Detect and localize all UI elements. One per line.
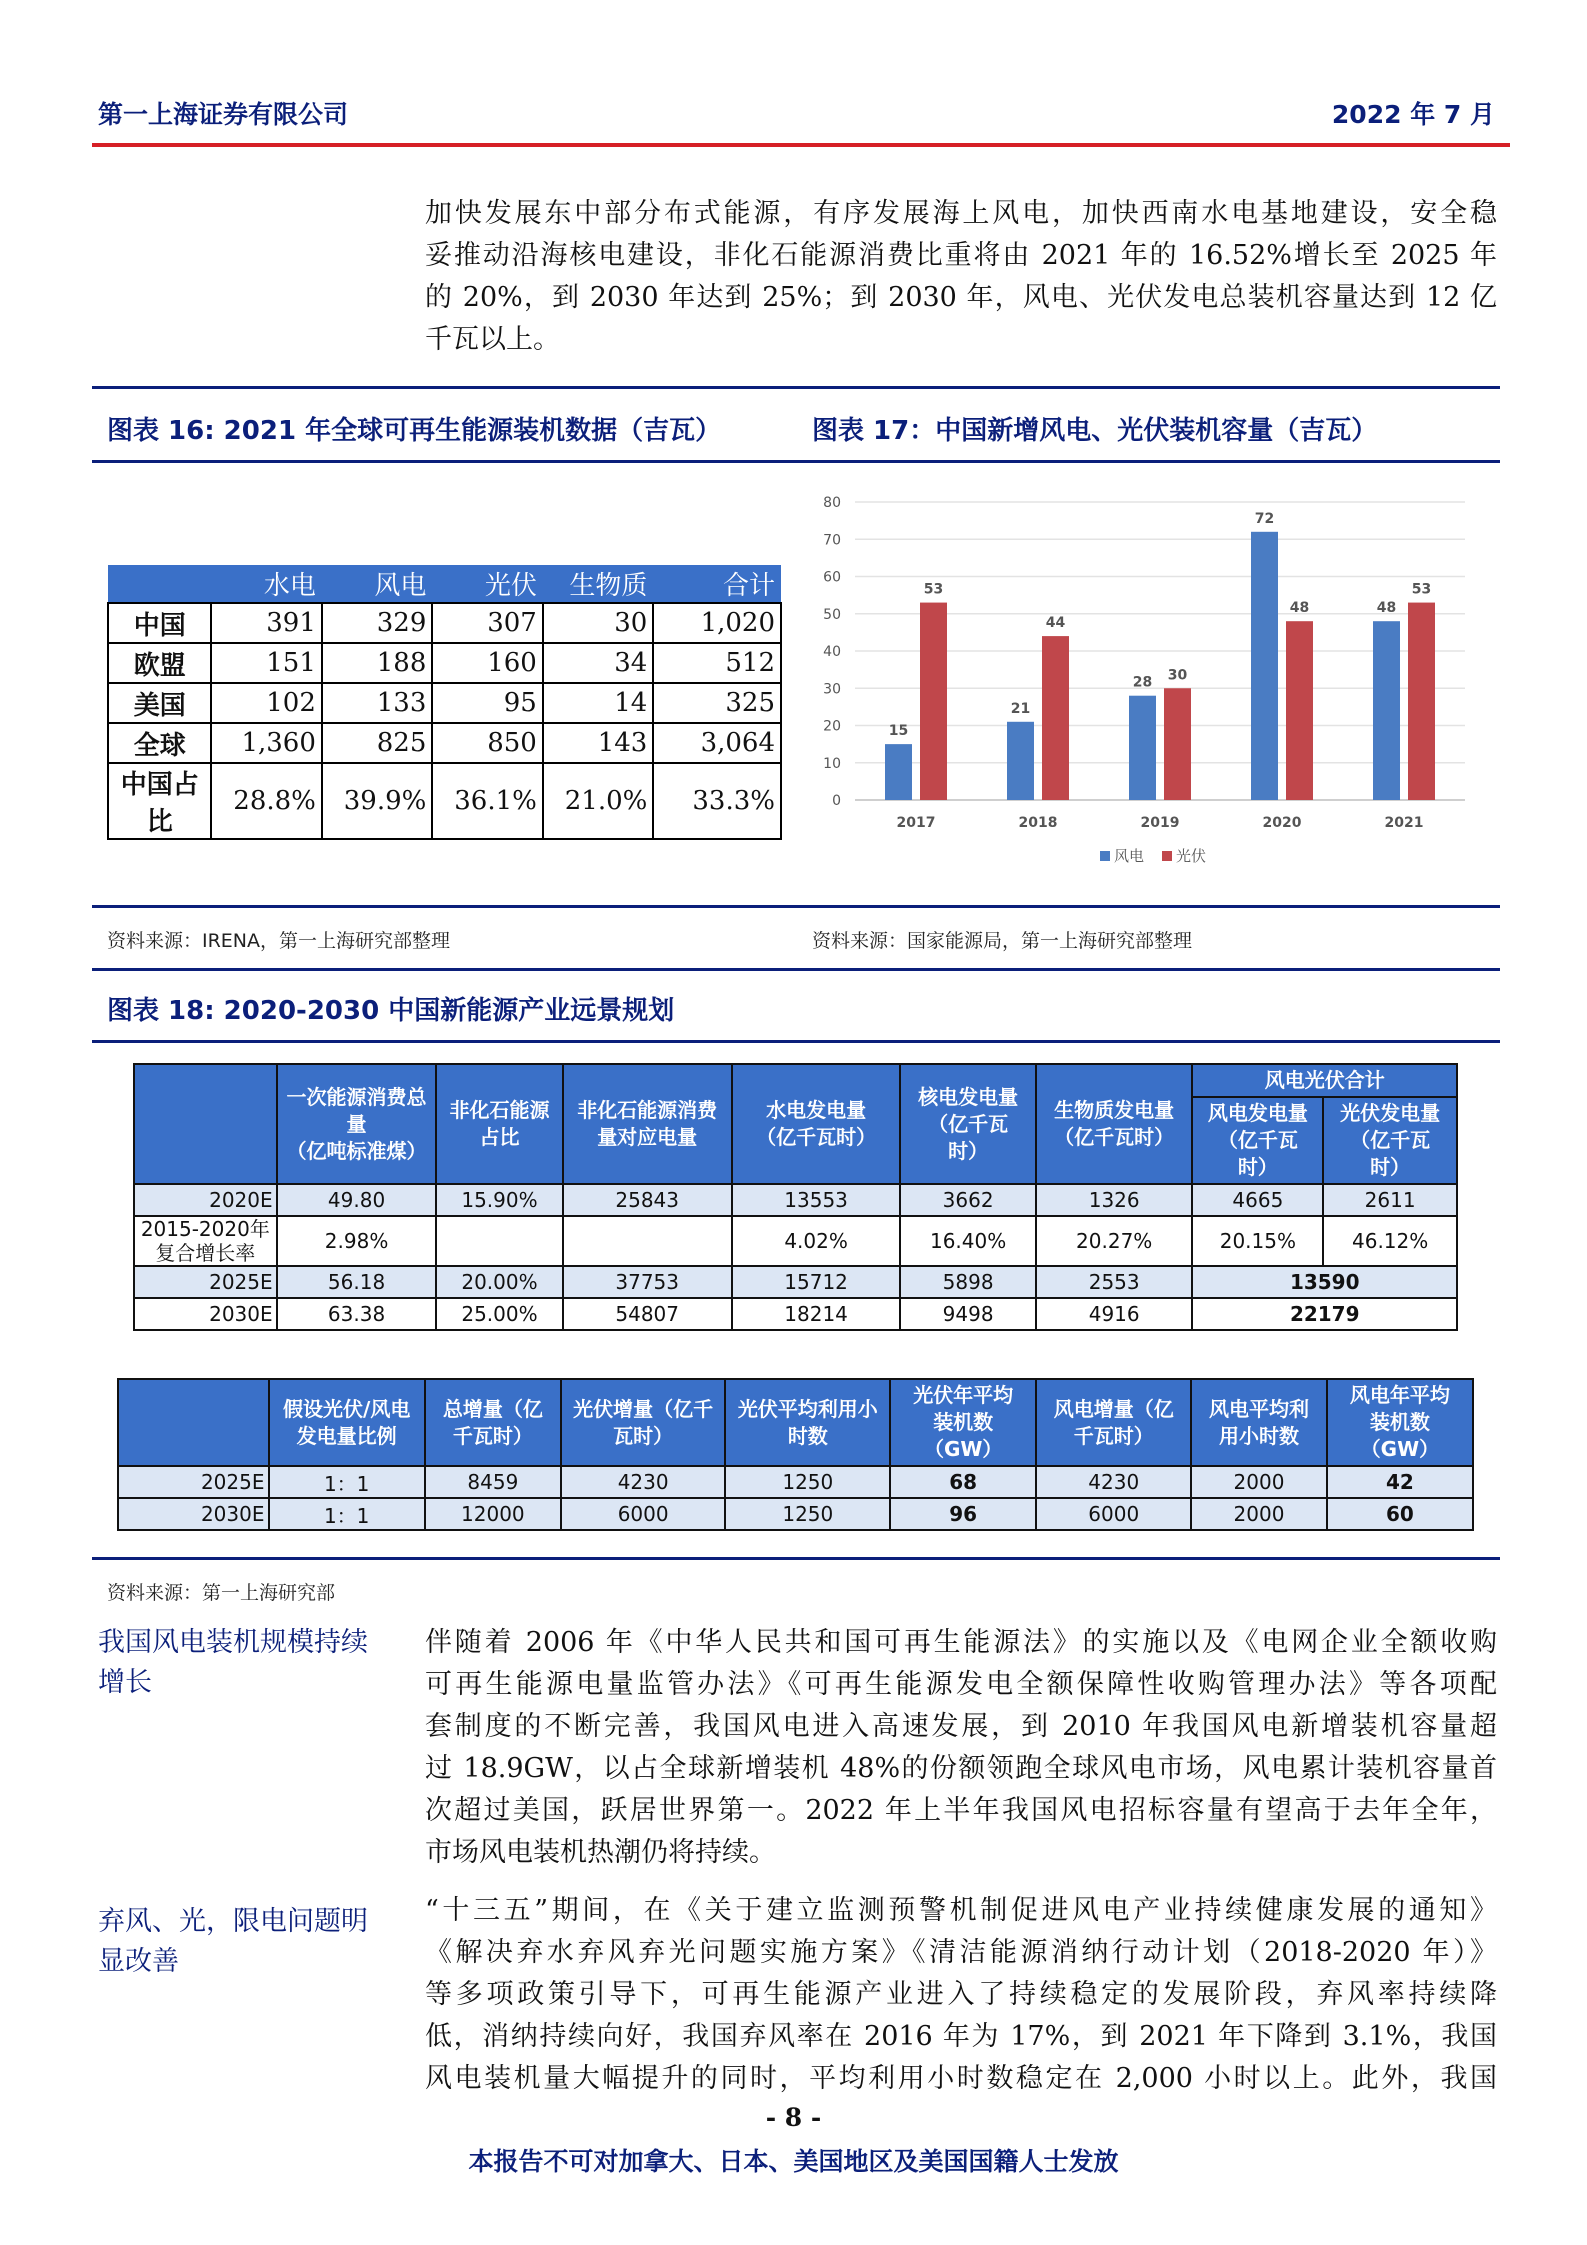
y-tick-label: 80: [823, 495, 841, 511]
y-tick-label: 50: [823, 606, 841, 623]
cell: 8459: [425, 1466, 561, 1498]
cell: 6000: [561, 1498, 726, 1530]
fig18-bottom-rule: [92, 1557, 1500, 1560]
data-label: 15: [888, 723, 909, 740]
row-label: 2030E: [118, 1498, 269, 1530]
section1-line-2: 可再生能源电量监管办法》《可再生能源发电全额保障性收购管理办法》等各项配: [425, 1669, 1497, 1700]
cell: 188: [322, 643, 432, 683]
x-tick-label: 2017: [896, 815, 936, 831]
cell: 2000: [1191, 1466, 1327, 1498]
table-row: [134, 1298, 1457, 1330]
cell: 6000: [1036, 1498, 1191, 1530]
cell: 133: [322, 683, 432, 723]
fig18-source: 资料来源：第一上海研究部: [107, 1582, 336, 1604]
section1-line-5: 次超过美国，跃居世界第一。2022 年上半年我国风电招标容量有望高于去年全年，: [425, 1795, 1497, 1826]
row-label: 2020E: [134, 1184, 277, 1216]
cell: 4916: [1036, 1298, 1193, 1330]
data-label: 53: [923, 581, 944, 598]
bar-wind: [1129, 696, 1156, 800]
t2-header-c6: 风电增量（亿 千瓦时）: [1036, 1379, 1191, 1466]
table-row: [118, 1498, 1473, 1530]
page-number: - 8 -: [765, 2103, 822, 2132]
fig-band-title-rule: [92, 460, 1500, 463]
t2-corner: [118, 1379, 269, 1466]
fig16-col-biomass: 生物质: [543, 565, 653, 603]
fig16-col-solar: 光伏: [432, 565, 542, 603]
t1-header-c6: 生物质发电量 （亿千瓦时）: [1036, 1064, 1193, 1184]
bar-solar: [920, 603, 947, 800]
table-row: [108, 603, 781, 643]
data-label: 72: [1254, 510, 1275, 527]
cell: 2.98%: [277, 1216, 437, 1266]
cell: 39.9%: [322, 763, 432, 839]
y-tick-label: 30: [823, 681, 841, 698]
t1-header-c4: 水电发电量 （亿千瓦时）: [732, 1064, 900, 1184]
fig18-top-rule: [92, 968, 1500, 971]
fig17-source: 资料来源：国家能源局，第一上海研究部整理: [812, 930, 1193, 952]
cell: 850: [432, 723, 542, 763]
footer-disclaimer: 本报告不可对加拿大、日本、美国地区及美国国籍人士发放: [468, 2147, 1119, 2176]
cell: 96: [890, 1498, 1036, 1530]
cell: 160: [432, 643, 542, 683]
cell: 1：1: [269, 1466, 425, 1498]
section2-line-4: 低，消纳持续向好，我国弃风率在 2016 年为 17%，到 2021 年下降到 3.1%，我国: [425, 2021, 1497, 2052]
fig16-col-total: 合计: [653, 565, 781, 603]
section2-line-1: “十三五”期间，在《关于建立监测预警机制促进风电产业持续健康发展的通知》: [425, 1895, 1497, 1926]
t2-header-c5: 光伏年平均 装机数 （GW）: [890, 1379, 1036, 1466]
cell: 60: [1327, 1498, 1473, 1530]
fig18-title-rule: [92, 1040, 1500, 1043]
intro-line-2: 妥推动沿海核电建设，非化石能源消费比重将由 2021 年的 16.52%增长至 2025 年: [425, 240, 1497, 271]
bar-wind: [1007, 722, 1034, 800]
y-tick-label: 20: [823, 718, 841, 735]
cell: 30: [543, 603, 653, 643]
y-tick-label: 60: [823, 569, 841, 586]
data-label: 48: [1376, 600, 1397, 617]
company-name: 第一上海证券有限公司: [98, 100, 349, 129]
cell: 25843: [563, 1184, 732, 1216]
data-label: 21: [1010, 700, 1031, 717]
table-row: [134, 1184, 1457, 1216]
cell: 4665: [1192, 1184, 1323, 1216]
cell: 56.18: [277, 1266, 437, 1298]
cell: 4230: [561, 1466, 726, 1498]
merged-cell: 22179: [1192, 1298, 1457, 1330]
section2-heading: 弃风、光，限电问题明 显改善: [98, 1906, 368, 1977]
fig16-col-hydro: 水电: [211, 565, 321, 603]
t2-header-c3: 光伏增量（亿千 瓦时）: [561, 1379, 726, 1466]
y-tick-label: 0: [832, 793, 841, 809]
cell: 46.12%: [1323, 1216, 1457, 1266]
intro-line-3: 的 20%，到 2030 年达到 25%；到 2030 年，风电、光伏发电总装机容量达到 12 亿: [425, 282, 1497, 313]
cell: 16.40%: [900, 1216, 1036, 1266]
x-tick-label: 2020: [1262, 815, 1302, 831]
cell: 37753: [563, 1266, 732, 1298]
table-row: [108, 643, 781, 683]
bar-wind: [885, 744, 912, 800]
cell: 15712: [732, 1266, 900, 1298]
legend-label: 光伏: [1176, 847, 1207, 865]
cell: 15.90%: [436, 1184, 562, 1216]
section2-line-5: 风电装机量大幅提升的同时，平均利用小时数稳定在 2,000 小时以上。此外，我国: [425, 2063, 1497, 2094]
cell: 1：1: [269, 1498, 425, 1530]
cell: 25.00%: [436, 1298, 562, 1330]
t1-header-c3: 非化石能源消费 量对应电量: [563, 1064, 732, 1184]
section1-line-1: 伴随着 2006 年《中华人民共和国可再生能源法》的实施以及《电网企业全额收购: [425, 1627, 1497, 1658]
report-date: 2022 年 7 月: [1331, 100, 1495, 129]
table-row: [108, 683, 781, 723]
row-label: 全球: [108, 723, 211, 763]
row-label: 2025E: [118, 1466, 269, 1498]
cell: 28.8%: [211, 763, 321, 839]
row-label: 2025E: [134, 1266, 277, 1298]
cell: 143: [543, 723, 653, 763]
cell: 1,360: [211, 723, 321, 763]
bar-solar: [1164, 688, 1191, 800]
y-tick-label: 10: [823, 755, 841, 772]
bar-solar: [1042, 636, 1069, 800]
cell: 54807: [563, 1298, 732, 1330]
cell: 95: [432, 683, 542, 723]
fig16-table: [107, 565, 782, 840]
cell: 1326: [1036, 1184, 1193, 1216]
data-label: 30: [1167, 667, 1188, 684]
row-label: 美国: [108, 683, 211, 723]
fig-band-bottom-rule: [92, 905, 1500, 908]
cell: 2000: [1191, 1498, 1327, 1530]
section1-line-4: 过 18.9GW，以占全球新增装机 48%的份额领跑全球风电市场，风电累计装机容量首: [425, 1753, 1497, 1784]
fig18-table-2: [117, 1378, 1474, 1531]
cell: 329: [322, 603, 432, 643]
cell: 3,064: [653, 723, 781, 763]
cell: 9498: [900, 1298, 1036, 1330]
bar-solar: [1408, 603, 1435, 800]
fig16-col-wind: 风电: [322, 565, 432, 603]
row-label: 中国占比: [108, 763, 211, 839]
cell: 1,020: [653, 603, 781, 643]
cell: 2611: [1323, 1184, 1457, 1216]
x-tick-label: 2019: [1140, 815, 1180, 831]
t2-header-c8: 风电年平均 装机数 （GW）: [1327, 1379, 1473, 1466]
cell: 4230: [1036, 1466, 1191, 1498]
row-label: 2030E: [134, 1298, 277, 1330]
legend-swatch-wind: [1100, 851, 1110, 861]
fig16-header-row: [108, 565, 781, 603]
fig16-source: 资料来源：IRENA，第一上海研究部整理: [107, 930, 451, 952]
fig16-col-region: [108, 565, 211, 603]
fig16-title: 图表 16: 2021 年全球可再生能源装机数据（吉瓦）: [107, 416, 722, 446]
cell: 4.02%: [732, 1216, 900, 1266]
section2-line-2: 《解决弃水弃风弃光问题实施方案》《清洁能源消纳行动计划（2018-2020 年）》: [425, 1937, 1497, 1968]
cell: 151: [211, 643, 321, 683]
bar-wind: [1373, 621, 1400, 800]
row-label: 2015-2020年 复合增长率: [134, 1216, 277, 1266]
cell: 42: [1327, 1466, 1473, 1498]
table-row: [134, 1266, 1457, 1298]
t1-header-c7: 风电发电量 （亿千瓦 时）: [1192, 1097, 1323, 1184]
y-tick-label: 40: [823, 644, 841, 660]
section1-heading: 我国风电装机规模持续 增长: [98, 1627, 368, 1698]
cell: 33.3%: [653, 763, 781, 839]
t2-header-c1: 假设光伏/风电 发电量比例: [269, 1379, 425, 1466]
cell: [436, 1216, 562, 1266]
row-label: 欧盟: [108, 643, 211, 683]
y-tick-label: 70: [823, 532, 841, 549]
t1-header-c8: 光伏发电量 （亿千瓦 时）: [1323, 1097, 1457, 1184]
legend-label: 风电: [1114, 847, 1145, 865]
t2-header-c2: 总增量（亿 千瓦时）: [425, 1379, 561, 1466]
legend-swatch-solar: [1162, 851, 1172, 861]
section1-line-3: 套制度的不断完善，我国风电进入高速发展，到 2010 年我国风电新增装机容量超: [425, 1711, 1497, 1742]
cell: 512: [653, 643, 781, 683]
t2-header-c7: 风电平均利 用小时数: [1191, 1379, 1327, 1466]
data-label: 44: [1045, 615, 1066, 632]
cell: 18214: [732, 1298, 900, 1330]
t1-group-header: 风电光伏合计: [1192, 1064, 1457, 1097]
cell: 20.27%: [1036, 1216, 1193, 1266]
cell: 2553: [1036, 1266, 1193, 1298]
cell: 1250: [725, 1466, 890, 1498]
cell: 34: [543, 643, 653, 683]
cell: 307: [432, 603, 542, 643]
cell: 20.00%: [436, 1266, 562, 1298]
data-label: 28: [1132, 674, 1153, 691]
cell: 68: [890, 1466, 1036, 1498]
cell: 325: [653, 683, 781, 723]
cell: 825: [322, 723, 432, 763]
fig18-title: 图表 18: 2020-2030 中国新能源产业远景规划: [107, 996, 675, 1026]
intro-line-1: 加快发展东中部分布式能源，有序发展海上风电，加快西南水电基地建设，安全稳: [425, 198, 1497, 229]
row-label: 中国: [108, 603, 211, 643]
cell: 14: [543, 683, 653, 723]
fig17-chart: [800, 480, 1480, 880]
bar-wind: [1251, 532, 1278, 800]
header-rule: [92, 143, 1510, 147]
cell: 102: [211, 683, 321, 723]
cell: 1250: [725, 1498, 890, 1530]
section2-line-3: 等多项政策引导下，可再生能源产业进入了持续稳定的发展阶段，弃风率持续降: [425, 1979, 1497, 2010]
cell: 20.15%: [1192, 1216, 1323, 1266]
table-row: [108, 723, 781, 763]
t1-corner: [134, 1064, 277, 1184]
cell: 391: [211, 603, 321, 643]
fig-band-top-rule: [92, 386, 1500, 389]
fig18-table-1: [133, 1063, 1458, 1331]
cell: 21.0%: [543, 763, 653, 839]
cell: 13553: [732, 1184, 900, 1216]
intro-line-4: 千瓦以上。: [425, 324, 560, 355]
table-row: [118, 1466, 1473, 1498]
cell: 63.38: [277, 1298, 437, 1330]
cell: 12000: [425, 1498, 561, 1530]
cell: [563, 1216, 732, 1266]
data-label: 53: [1411, 581, 1432, 598]
cell: 49.80: [277, 1184, 437, 1216]
section1-line-6: 市场风电装机热潮仍将持续。: [425, 1837, 776, 1868]
merged-cell: 13590: [1192, 1266, 1457, 1298]
table-row: [108, 763, 781, 839]
t1-header-c5: 核电发电量 （亿千瓦 时）: [900, 1064, 1036, 1184]
x-tick-label: 2021: [1384, 815, 1424, 831]
t2-header-c4: 光伏平均利用小 时数: [725, 1379, 890, 1466]
fig17-title: 图表 17：中国新增风电、光伏装机容量（吉瓦）: [812, 416, 1378, 446]
bar-solar: [1286, 621, 1313, 800]
t1-header-c2: 非化石能源 占比: [436, 1064, 562, 1184]
data-label: 48: [1289, 600, 1310, 617]
cell: 3662: [900, 1184, 1036, 1216]
cell: 5898: [900, 1266, 1036, 1298]
x-tick-label: 2018: [1018, 815, 1058, 831]
table-row: [134, 1216, 1457, 1266]
cell: 36.1%: [432, 763, 542, 839]
t1-header-c1: 一次能源消费总 量 （亿吨标准煤）: [277, 1064, 437, 1184]
